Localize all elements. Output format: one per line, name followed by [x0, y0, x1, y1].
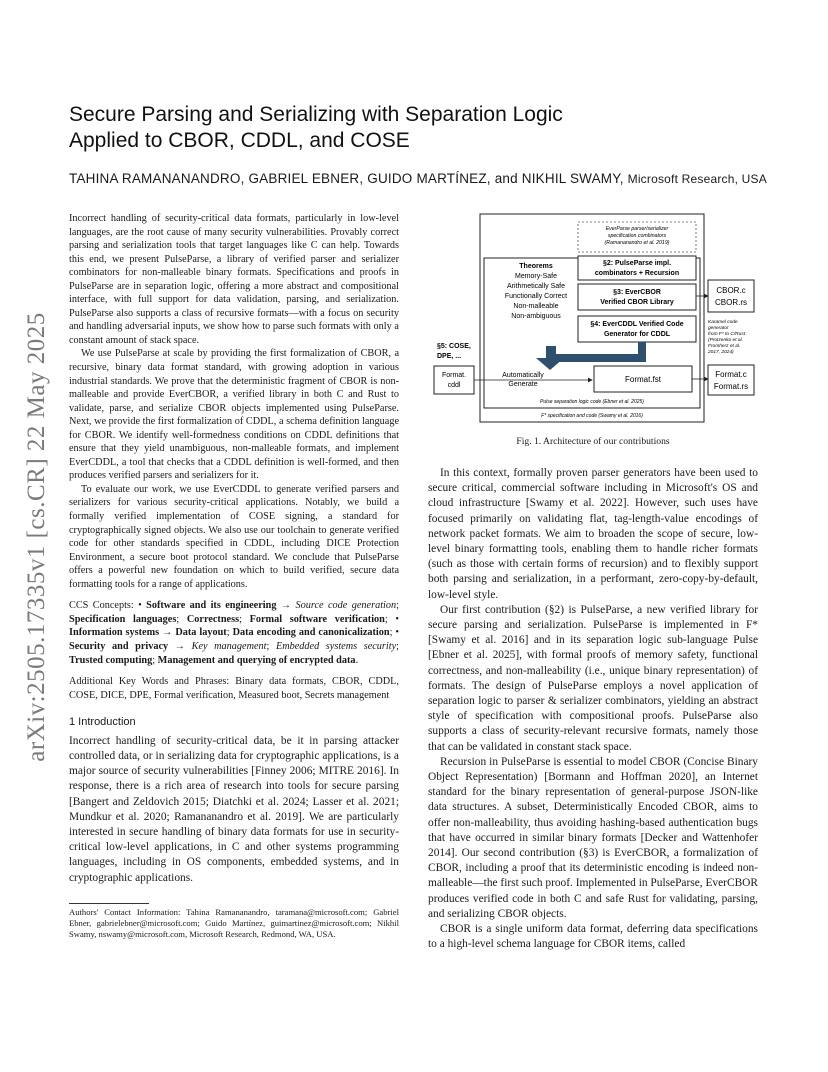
paper-title: [69, 102, 769, 154]
box-sec4-evercddl: [578, 316, 696, 342]
box-sec3-evercbor: [578, 284, 696, 310]
svg-text:Generator for CDDL: Generator for CDDL: [603, 331, 671, 338]
author-names: TAHINA RAMANANANDRO, GABRIEL EBNER, GUIDO MARTÍNEZ, and NIKHIL SWAMY,: [69, 171, 624, 186]
svg-text:(Protzenko et al.: (Protzenko et al.: [708, 338, 743, 343]
theorem-non-malleable: Non-malleable: [513, 303, 559, 310]
theorems-heading: Theorems: [519, 263, 553, 270]
abstract-para-3: To evaluate our work, we use EverCDDL to generate verified parsers and serializers for various security-critical applications. Notably, we build a formally verified implementation of COSE signing, a standard for cryptographically signed objects. We also use our toolchain to generate verified code for other standards specified in CDDL, including DICE Protection Environment, a secure boot protocol standard. We conclude that PulseParse offers a powerful new foundation on which to build verified, secure data formatting tools for a range of applications.: [69, 483, 399, 590]
svg-text:§4: EverCDDL Verified Code: §4: EverCDDL Verified Code: [590, 321, 684, 328]
keywords: Additional Key Words and Phrases: Binary data formats, CBOR, CDDL, COSE, DICE, DPE, Formal verification, Measured boot, Secrets management: [69, 676, 399, 701]
figure-caption: Fig. 1. Architecture of our contributions: [516, 436, 670, 447]
right-column: [428, 466, 758, 953]
box-cbor-output: [708, 280, 754, 312]
architecture-diagram: [428, 212, 758, 432]
intro-para-1: Incorrect handling of security-critical data, be it in parsing attacker controlled data, or in serializing data for cryptographic applications, is a major source of security vulnerabilities [Finney 2006; MITRE 2016]. In response, there is a rich area of research into tools for secure parsing [Bangert and Zeldovich 2015; Diatchki et al. 2024; Lasser et al. 2021; Mundkur et al. 2020; Ramananandro et al. 2019]. We are particularly interested in secure handling of binary data formats for use in security-critical low-level applications, in C and other systems programming languages, including in OS components, embedded systems, and in cryptographic applications.: [69, 734, 399, 884]
sec5-label: §5: COSE,: [437, 343, 471, 350]
right-para-4: CBOR is a single uniform data format, deferring data specifications to a high-level schema language for CBOR items, called: [428, 923, 758, 951]
svg-text:CBOR.rs: CBOR.rs: [715, 298, 747, 307]
box-format-cddl: [434, 366, 474, 394]
right-para-1: In this context, formally proven parser generators have been used to secure critical, commercial software including in Microsoft's OS and cloud infrastructure [Swamy et al. 2022]. However, such uses have focused primarily on validating flat, tag-length-value encodings of network packet formats. We aim to broaden the scope of secure, low-level binary formatting tools, enabling them to handle richer formats (such as those with certain forms of recursion) and to flexibly support both parsing and serialization, in a performant, zero-copy-by-default, low-level style.: [428, 467, 758, 601]
svg-text:Automatically: Automatically: [502, 372, 544, 379]
fstar-label: F* specification and code (Swamy et al. 2016): [541, 413, 643, 419]
svg-text:2017, 2024): 2017, 2024): [708, 350, 734, 355]
svg-text:Format.rs: Format.rs: [713, 382, 749, 391]
svg-text:Format.c: Format.c: [715, 370, 747, 379]
arxiv-stamp: arXiv:2505.17335v1 [cs.CR] 22 May 2025: [23, 312, 50, 762]
svg-text:Karamel code: Karamel code: [708, 320, 738, 325]
figure-architecture: [428, 212, 758, 432]
everparse-label: EverParse parser/serializer: [605, 226, 669, 232]
title-line-1: Secure Parsing and Serializing with Separation Logic: [69, 103, 563, 126]
footnote-rule: [69, 903, 149, 904]
right-para-3: Recursion in PulseParse is essential to model CBOR (Concise Binary Object Representation) [Bormann and Hoffman 2020], an Internet standard for the binary representation of general-purpose JSON-like data structures. A subset, Deterministically Encoded CBOR, aims to offer non-malleability, thus avoiding hashing-based authentication bugs that have occurred in similar binary formats [Decker and Wattenhofer 2014]. Our second contribution (§3) is EverCBOR, a formalization of CBOR, including a proof that its deterministic encoding is indeed non-malleable—the first such proof. Implemented in PulseParse, EverCBOR produces verified code in both C and safe Rust for validating, parsing, and serializing CBOR objects.: [428, 755, 758, 920]
theorem-func-correct: Functionally Correct: [504, 293, 568, 300]
svg-text:§3: EverCBOR: §3: EverCBOR: [613, 289, 661, 296]
svg-text:DPE, ...: DPE, ...: [437, 353, 462, 360]
ccs-concepts: CCS Concepts: • Software and its engineering → Source code generation; Specification languages; Correctness; Formal software verification; • Information systems → Data layout; Data encoding and canonicalization; • Security and privacy → Key management; Embedded systems security; Trusted computing; Management and querying of encrypted data.: [69, 600, 400, 666]
title-line-2: Applied to CBOR, CDDL, and COSE: [69, 129, 410, 152]
pulse-label: Pulse separation logic code (Ebner et al. 2025): [540, 399, 644, 405]
svg-text:from F* to C/Rust: from F* to C/Rust: [708, 332, 746, 337]
affiliation: Microsoft Research, USA: [627, 172, 767, 186]
everparse-label-2: specification combinators: [607, 233, 667, 239]
svg-text:Generate: Generate: [508, 381, 538, 388]
section-heading-introduction: 1 Introduction: [69, 716, 136, 729]
abstract-para-1: Incorrect handling of security-critical data formats, particularly in low-level languages, are the root cause of many security vulnerabilities. Provably correct parsing and serialization tools that target languages like C can help. Towards this end, we present PulseParse, a library of verified parser and serializer combinators for non-malleable binary formats. Specifications and proofs in PulseParse are in separation logic, offering a more abstract and compositional interface, with full support for data validation, parsing, and serialization. PulseParse also supports a class of recursive formats—with a focus on security and handling adversarial inputs, we show how to parse such formats with only a constant amount of stack space.: [69, 213, 399, 346]
svg-text:combinators + Recursion: combinators + Recursion: [594, 270, 680, 277]
right-para-2: Our first contribution (§2) is PulseParse, a new verified library for secure parsing and serialization. PulseParse is implemented in F* [Swamy et al. 2016] and in its separation logic sub-language Pulse [Ebner et al. 2025], with formal proofs of memory safety, functional correctness, and non-malleability (i.e., unique binary representation) of formats. The design of PulseParse employs a novel application of separation logic to parser & serializer combinators, yielding an abstract style of specification with compositional proofs. PulseParse also supports a class of security-relevant recursive formats, namely those that can be validated in constant stack space.: [428, 603, 758, 753]
svg-text:Verified CBOR Library: Verified CBOR Library: [600, 299, 674, 306]
theorem-memory-safe: Memory-Safe: [514, 273, 558, 280]
abstract-para-2: We use PulseParse at scale by providing the first formalization of CBOR, a recursive, binary data format standard, with growing adoption in various industrial standards. We prove that the deterministic fragment of CBOR is non-malleable and provide EverCBOR, a verified library in both C and Rust to validate, parse, and serialize CBOR objects implemented using PulseParse. Next, we provide the first formalization of CDDL, a schema definition language for CBOR. We identify well-formedness conditions on CDDL definitions that ensure that they yield unambiguous, non-malleable formats, and implement EverCDDL, a tool that checks that a CDDL definition is well-formed, and then produces verified parsers and serializers for it.: [69, 348, 399, 482]
author-block: [69, 168, 769, 190]
svg-text:Format.fst: Format.fst: [624, 375, 662, 384]
everparse-label-3: (Ramananandro et al. 2019): [604, 240, 670, 246]
svg-text:§2: PulseParse impl.: §2: PulseParse impl.: [602, 260, 672, 267]
svg-text:Fromherz et al.: Fromherz et al.: [708, 344, 741, 349]
svg-text:cddl: cddl: [447, 382, 461, 389]
author-contact-footnote: Authors' Contact Information: Tahina Ramananandro, taramana@microsoft.com; Gabriel Ebner, gabrielebner@microsoft.com; Guido Martínez, guimartinez@microsoft.com; Nikhil Swamy, nswamy@microsoft.com, Microsoft Research, Redmond, WA, USA.: [69, 907, 399, 939]
left-column: [69, 212, 399, 886]
theorem-non-ambiguous: Non-ambiguous: [511, 313, 561, 320]
svg-text:generator: generator: [708, 326, 729, 331]
theorem-arith-safe: Arithmetically Safe: [507, 283, 565, 290]
svg-text:Format.: Format.: [441, 372, 467, 379]
svg-text:CBOR.c: CBOR.c: [716, 286, 746, 295]
